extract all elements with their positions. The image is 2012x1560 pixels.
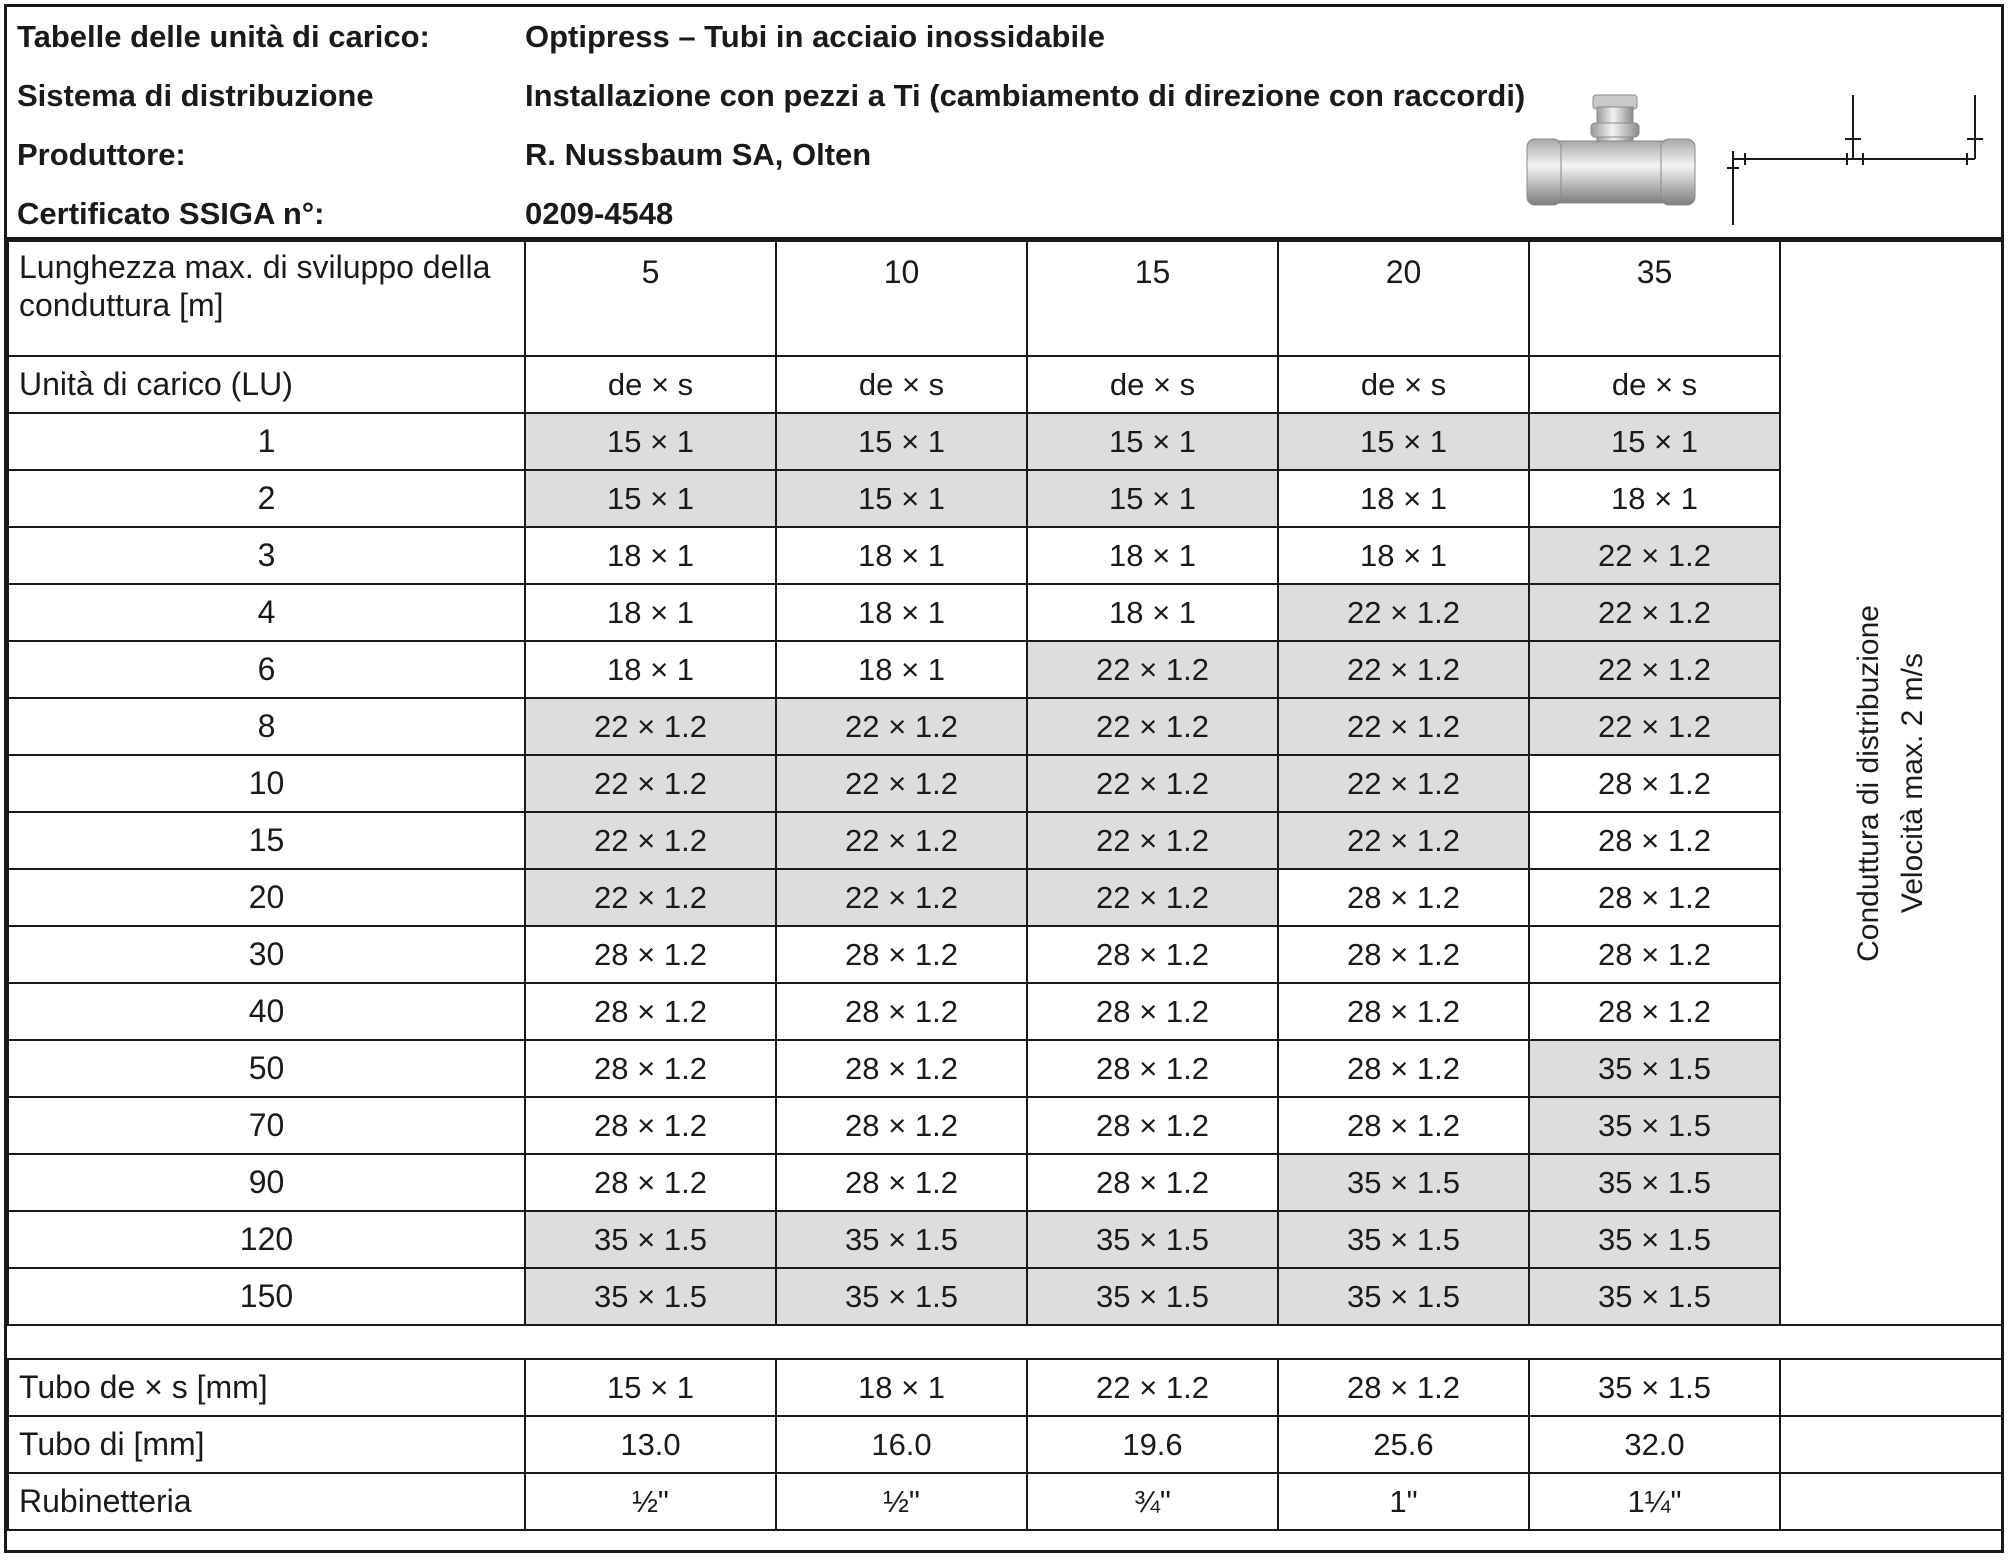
pipe-size-cell: 22 × 1.2 bbox=[1027, 812, 1278, 869]
pipe-size-cell: 35 × 1.5 bbox=[1027, 1268, 1278, 1325]
pipe-size-cell: 22 × 1.2 bbox=[525, 698, 776, 755]
lu-value: 150 bbox=[8, 1268, 525, 1325]
footer-empty-cell bbox=[1780, 1359, 2002, 1416]
pipe-size-cell: 28 × 1.2 bbox=[1278, 926, 1529, 983]
footer-cell: 16.0 bbox=[776, 1416, 1027, 1473]
pipe-size-cell: 22 × 1.2 bbox=[1529, 527, 1780, 584]
pipe-size-cell: 35 × 1.5 bbox=[776, 1211, 1027, 1268]
footer-label: Tubo di [mm] bbox=[8, 1416, 525, 1473]
load-unit-table bbox=[7, 240, 2003, 1531]
pipe-size-cell: 35 × 1.5 bbox=[525, 1268, 776, 1325]
length-label: Lunghezza max. di sviluppo della conduttura [m] bbox=[8, 241, 525, 356]
footer-row bbox=[8, 1359, 2002, 1416]
footer-row bbox=[8, 1473, 2002, 1530]
pipe-size-cell: 28 × 1.2 bbox=[776, 1040, 1027, 1097]
lu-value: 4 bbox=[8, 584, 525, 641]
lu-value: 2 bbox=[8, 470, 525, 527]
pipe-size-cell: 18 × 1 bbox=[1529, 470, 1780, 527]
table-row bbox=[8, 1154, 2002, 1211]
table-row bbox=[8, 755, 2002, 812]
pipe-size-cell: 35 × 1.5 bbox=[1529, 1211, 1780, 1268]
pipe-size-cell: 28 × 1.2 bbox=[1027, 1154, 1278, 1211]
pipe-size-cell: 22 × 1.2 bbox=[1027, 869, 1278, 926]
pipe-size-cell: 35 × 1.5 bbox=[1529, 1268, 1780, 1325]
pipe-size-cell: 28 × 1.2 bbox=[1529, 755, 1780, 812]
table-row bbox=[8, 869, 2002, 926]
pipe-size-cell: 18 × 1 bbox=[1027, 527, 1278, 584]
pipe-size-cell: 15 × 1 bbox=[1529, 413, 1780, 470]
table-row bbox=[8, 527, 2002, 584]
footer-cell: 19.6 bbox=[1027, 1416, 1278, 1473]
pipe-schematic-icon bbox=[1723, 91, 1993, 227]
pipe-size-cell: 22 × 1.2 bbox=[1278, 641, 1529, 698]
footer-cell: 28 × 1.2 bbox=[1278, 1359, 1529, 1416]
header-label: Certificato SSIGA n°: bbox=[17, 196, 325, 231]
pipe-size-cell: 35 × 1.5 bbox=[1027, 1211, 1278, 1268]
table-body bbox=[8, 241, 2002, 1530]
table-row bbox=[8, 641, 2002, 698]
footer-cell: 1" bbox=[1278, 1473, 1529, 1530]
pipe-size-cell: 15 × 1 bbox=[525, 413, 776, 470]
footer-cell: 18 × 1 bbox=[776, 1359, 1027, 1416]
pipe-size-cell: 28 × 1.2 bbox=[525, 1097, 776, 1154]
pipe-size-cell: 15 × 1 bbox=[1027, 470, 1278, 527]
footer-label: Tubo de × s [mm] bbox=[8, 1359, 525, 1416]
lu-value: 70 bbox=[8, 1097, 525, 1154]
table-row bbox=[8, 812, 2002, 869]
spacer-row bbox=[8, 1325, 2002, 1359]
pipe-size-cell: 15 × 1 bbox=[776, 413, 1027, 470]
lu-label: Unità di carico (LU) bbox=[8, 356, 525, 413]
pipe-size-cell: 22 × 1.2 bbox=[1529, 698, 1780, 755]
dim-subheader: de × s bbox=[1027, 356, 1278, 413]
dim-subheader: de × s bbox=[1278, 356, 1529, 413]
pipe-size-cell: 35 × 1.5 bbox=[525, 1211, 776, 1268]
header-value: R. Nussbaum SA, Olten bbox=[525, 137, 872, 172]
spacer-cell bbox=[8, 1325, 2002, 1359]
length-value: 35 bbox=[1529, 241, 1780, 356]
pipe-size-cell: 15 × 1 bbox=[1278, 413, 1529, 470]
pipe-size-cell: 35 × 1.5 bbox=[1529, 1040, 1780, 1097]
pipe-size-cell: 18 × 1 bbox=[525, 641, 776, 698]
footer-empty-cell bbox=[1780, 1416, 2002, 1473]
pipe-size-cell: 28 × 1.2 bbox=[776, 1154, 1027, 1211]
footer-cell: 1¼" bbox=[1529, 1473, 1780, 1530]
pipe-size-cell: 15 × 1 bbox=[525, 470, 776, 527]
side-note bbox=[1780, 241, 2002, 1325]
footer-row bbox=[8, 1416, 2002, 1473]
pipe-size-cell: 28 × 1.2 bbox=[1027, 983, 1278, 1040]
pipe-size-cell: 28 × 1.2 bbox=[1278, 869, 1529, 926]
pipe-size-cell: 22 × 1.2 bbox=[1027, 641, 1278, 698]
pipe-size-cell: 18 × 1 bbox=[1278, 527, 1529, 584]
pipe-size-cell: 22 × 1.2 bbox=[1027, 755, 1278, 812]
pipe-size-cell: 18 × 1 bbox=[525, 584, 776, 641]
footer-cell: 25.6 bbox=[1278, 1416, 1529, 1473]
header-label: Tabelle delle unità di carico: bbox=[17, 19, 430, 54]
footer-cell: 13.0 bbox=[525, 1416, 776, 1473]
table-row bbox=[8, 470, 2002, 527]
pipe-size-cell: 22 × 1.2 bbox=[776, 698, 1027, 755]
pipe-size-cell: 15 × 1 bbox=[1027, 413, 1278, 470]
pipe-size-cell: 22 × 1.2 bbox=[1278, 755, 1529, 812]
lu-header-row bbox=[8, 356, 2002, 413]
footer-cell: ¾" bbox=[1027, 1473, 1278, 1530]
pipe-size-cell: 18 × 1 bbox=[776, 584, 1027, 641]
lu-value: 20 bbox=[8, 869, 525, 926]
dim-subheader: de × s bbox=[776, 356, 1027, 413]
tee-fitting-icon bbox=[1525, 89, 1697, 219]
pipe-size-cell: 35 × 1.5 bbox=[1529, 1097, 1780, 1154]
pipe-size-cell: 22 × 1.2 bbox=[1278, 812, 1529, 869]
pipe-size-cell: 22 × 1.2 bbox=[1278, 698, 1529, 755]
pipe-size-cell: 22 × 1.2 bbox=[1529, 584, 1780, 641]
footer-cell: 22 × 1.2 bbox=[1027, 1359, 1278, 1416]
pipe-size-cell: 28 × 1.2 bbox=[525, 983, 776, 1040]
pipe-size-cell: 22 × 1.2 bbox=[525, 869, 776, 926]
lu-value: 6 bbox=[8, 641, 525, 698]
pipe-size-cell: 35 × 1.5 bbox=[1278, 1154, 1529, 1211]
table-row bbox=[8, 584, 2002, 641]
pipe-size-cell: 22 × 1.2 bbox=[776, 755, 1027, 812]
footer-cell: 32.0 bbox=[1529, 1416, 1780, 1473]
pipe-size-cell: 18 × 1 bbox=[1278, 470, 1529, 527]
lu-value: 15 bbox=[8, 812, 525, 869]
footer-cell: ½" bbox=[525, 1473, 776, 1530]
lu-value: 40 bbox=[8, 983, 525, 1040]
pipe-size-cell: 28 × 1.2 bbox=[776, 1097, 1027, 1154]
length-value: 10 bbox=[776, 241, 1027, 356]
length-value: 15 bbox=[1027, 241, 1278, 356]
pipe-size-cell: 28 × 1.2 bbox=[1027, 926, 1278, 983]
footer-cell: ½" bbox=[776, 1473, 1027, 1530]
pipe-size-cell: 28 × 1.2 bbox=[1529, 812, 1780, 869]
footer-cell: 35 × 1.5 bbox=[1529, 1359, 1780, 1416]
footer-empty-cell bbox=[1780, 1473, 2002, 1530]
table-row bbox=[8, 413, 2002, 470]
pipe-size-cell: 28 × 1.2 bbox=[1027, 1097, 1278, 1154]
pipe-size-cell: 28 × 1.2 bbox=[1529, 926, 1780, 983]
pipe-size-cell: 28 × 1.2 bbox=[776, 926, 1027, 983]
header-label: Sistema di distribuzione bbox=[17, 78, 374, 113]
table-row bbox=[8, 698, 2002, 755]
side-note-line1: Conduttura di distribuzione bbox=[1852, 604, 1885, 962]
pipe-size-cell: 28 × 1.2 bbox=[1278, 1097, 1529, 1154]
lu-value: 10 bbox=[8, 755, 525, 812]
lu-value: 50 bbox=[8, 1040, 525, 1097]
pipe-size-cell: 28 × 1.2 bbox=[525, 1154, 776, 1211]
pipe-size-cell: 28 × 1.2 bbox=[525, 926, 776, 983]
pipe-size-cell: 28 × 1.2 bbox=[1278, 1040, 1529, 1097]
document-frame bbox=[4, 4, 2004, 1553]
pipe-size-cell: 28 × 1.2 bbox=[1529, 983, 1780, 1040]
pipe-size-cell: 28 × 1.2 bbox=[525, 1040, 776, 1097]
pipe-size-cell: 22 × 1.2 bbox=[1027, 698, 1278, 755]
pipe-size-cell: 22 × 1.2 bbox=[525, 812, 776, 869]
pipe-size-cell: 22 × 1.2 bbox=[1529, 641, 1780, 698]
pipe-size-cell: 18 × 1 bbox=[776, 527, 1027, 584]
table-row bbox=[8, 983, 2002, 1040]
length-value: 20 bbox=[1278, 241, 1529, 356]
pipe-size-cell: 35 × 1.5 bbox=[776, 1268, 1027, 1325]
lu-value: 120 bbox=[8, 1211, 525, 1268]
header-label: Produttore: bbox=[17, 137, 186, 172]
header-value: Installazione con pezzi a Ti (cambiamento di direzione con raccordi) bbox=[525, 78, 1526, 113]
header-value: Optipress – Tubi in acciaio inossidabile bbox=[525, 19, 1105, 54]
document-header bbox=[7, 7, 2001, 241]
pipe-size-cell: 18 × 1 bbox=[776, 641, 1027, 698]
table-row bbox=[8, 1097, 2002, 1154]
pipe-size-cell: 22 × 1.2 bbox=[525, 755, 776, 812]
pipe-size-cell: 35 × 1.5 bbox=[1529, 1154, 1780, 1211]
footer-cell: 15 × 1 bbox=[525, 1359, 776, 1416]
pipe-size-cell: 28 × 1.2 bbox=[1278, 983, 1529, 1040]
pipe-size-cell: 18 × 1 bbox=[1027, 584, 1278, 641]
pipe-size-cell: 15 × 1 bbox=[776, 470, 1027, 527]
table-row bbox=[8, 926, 2002, 983]
pipe-size-cell: 28 × 1.2 bbox=[1529, 869, 1780, 926]
side-note-wrap bbox=[1781, 605, 2001, 962]
pipe-size-cell: 18 × 1 bbox=[525, 527, 776, 584]
lu-value: 3 bbox=[8, 527, 525, 584]
length-header-row bbox=[8, 241, 2002, 356]
dim-subheader: de × s bbox=[525, 356, 776, 413]
lu-value: 1 bbox=[8, 413, 525, 470]
pipe-size-cell: 22 × 1.2 bbox=[1278, 584, 1529, 641]
pipe-size-cell: 35 × 1.5 bbox=[1278, 1268, 1529, 1325]
table-row bbox=[8, 1040, 2002, 1097]
pipe-size-cell: 28 × 1.2 bbox=[776, 983, 1027, 1040]
side-note-line2: Velocità max. 2 m/s bbox=[1896, 652, 1929, 914]
table-row bbox=[8, 1268, 2002, 1325]
footer-label: Rubinetteria bbox=[8, 1473, 525, 1530]
header-value: 0209-4548 bbox=[525, 196, 674, 231]
table-row bbox=[8, 1211, 2002, 1268]
lu-value: 30 bbox=[8, 926, 525, 983]
lu-value: 8 bbox=[8, 698, 525, 755]
pipe-size-cell: 22 × 1.2 bbox=[776, 812, 1027, 869]
length-value: 5 bbox=[525, 241, 776, 356]
lu-value: 90 bbox=[8, 1154, 525, 1211]
pipe-size-cell: 28 × 1.2 bbox=[1027, 1040, 1278, 1097]
pipe-size-cell: 22 × 1.2 bbox=[776, 869, 1027, 926]
pipe-size-cell: 35 × 1.5 bbox=[1278, 1211, 1529, 1268]
dim-subheader: de × s bbox=[1529, 356, 1780, 413]
